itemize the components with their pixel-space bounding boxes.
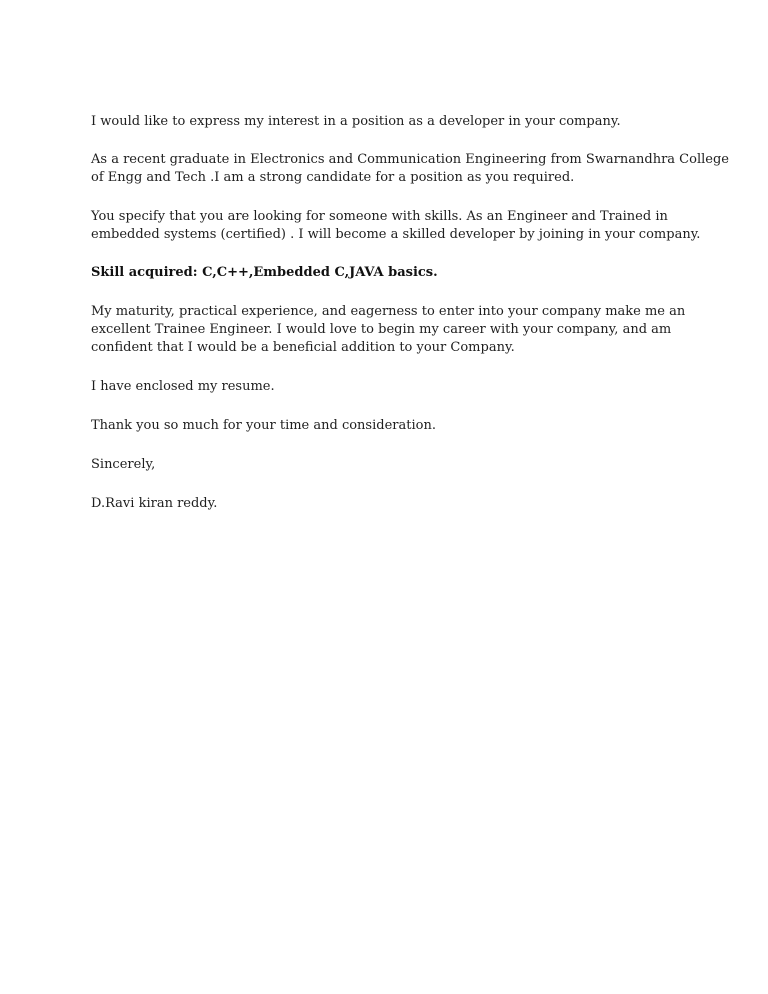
text-line: As a recent graduate in Electronics and Communication Engineering from Swarnandhra College (91, 152, 729, 167)
text-line: Thank you so much for your time and consideration. (91, 418, 436, 433)
resume-enclosed-line (91, 378, 691, 396)
interest-paragraph (91, 113, 691, 131)
text-line: excellent Trainee Engineer. I would love to begin my career with your company, and am (91, 322, 672, 337)
text-line: You specify that you are looking for someone with skills. As an Engineer and Trained in (91, 209, 668, 224)
text-line: I would like to express my interest in a position as a developer in your company. (91, 114, 621, 129)
text-line: Sincerely, (91, 457, 156, 472)
cover-letter-body (91, 113, 729, 513)
skills-paragraph (91, 208, 701, 244)
signature-name (91, 495, 691, 513)
skills-acquired-line (91, 264, 691, 282)
closing-line (91, 456, 691, 474)
maturity-paragraph (91, 303, 691, 357)
text-line: My maturity, practical experience, and eagerness to enter into your company make me an (91, 304, 686, 319)
text-line: confident that I would be a beneficial addition to your Company. (91, 340, 515, 355)
education-paragraph (91, 151, 729, 187)
text-line: of Engg and Tech .I am a strong candidate for a position as you required. (91, 170, 575, 185)
text-line: I have enclosed my resume. (91, 379, 275, 394)
text-line: embedded systems (certified) . I will become a skilled developer by joining in your company. (91, 227, 701, 242)
thank-you-line (91, 417, 691, 435)
text-line: Skill acquired: C,C++,Embedded C,JAVA basics. (91, 265, 438, 280)
text-line: D.Ravi kiran reddy. (91, 496, 218, 511)
